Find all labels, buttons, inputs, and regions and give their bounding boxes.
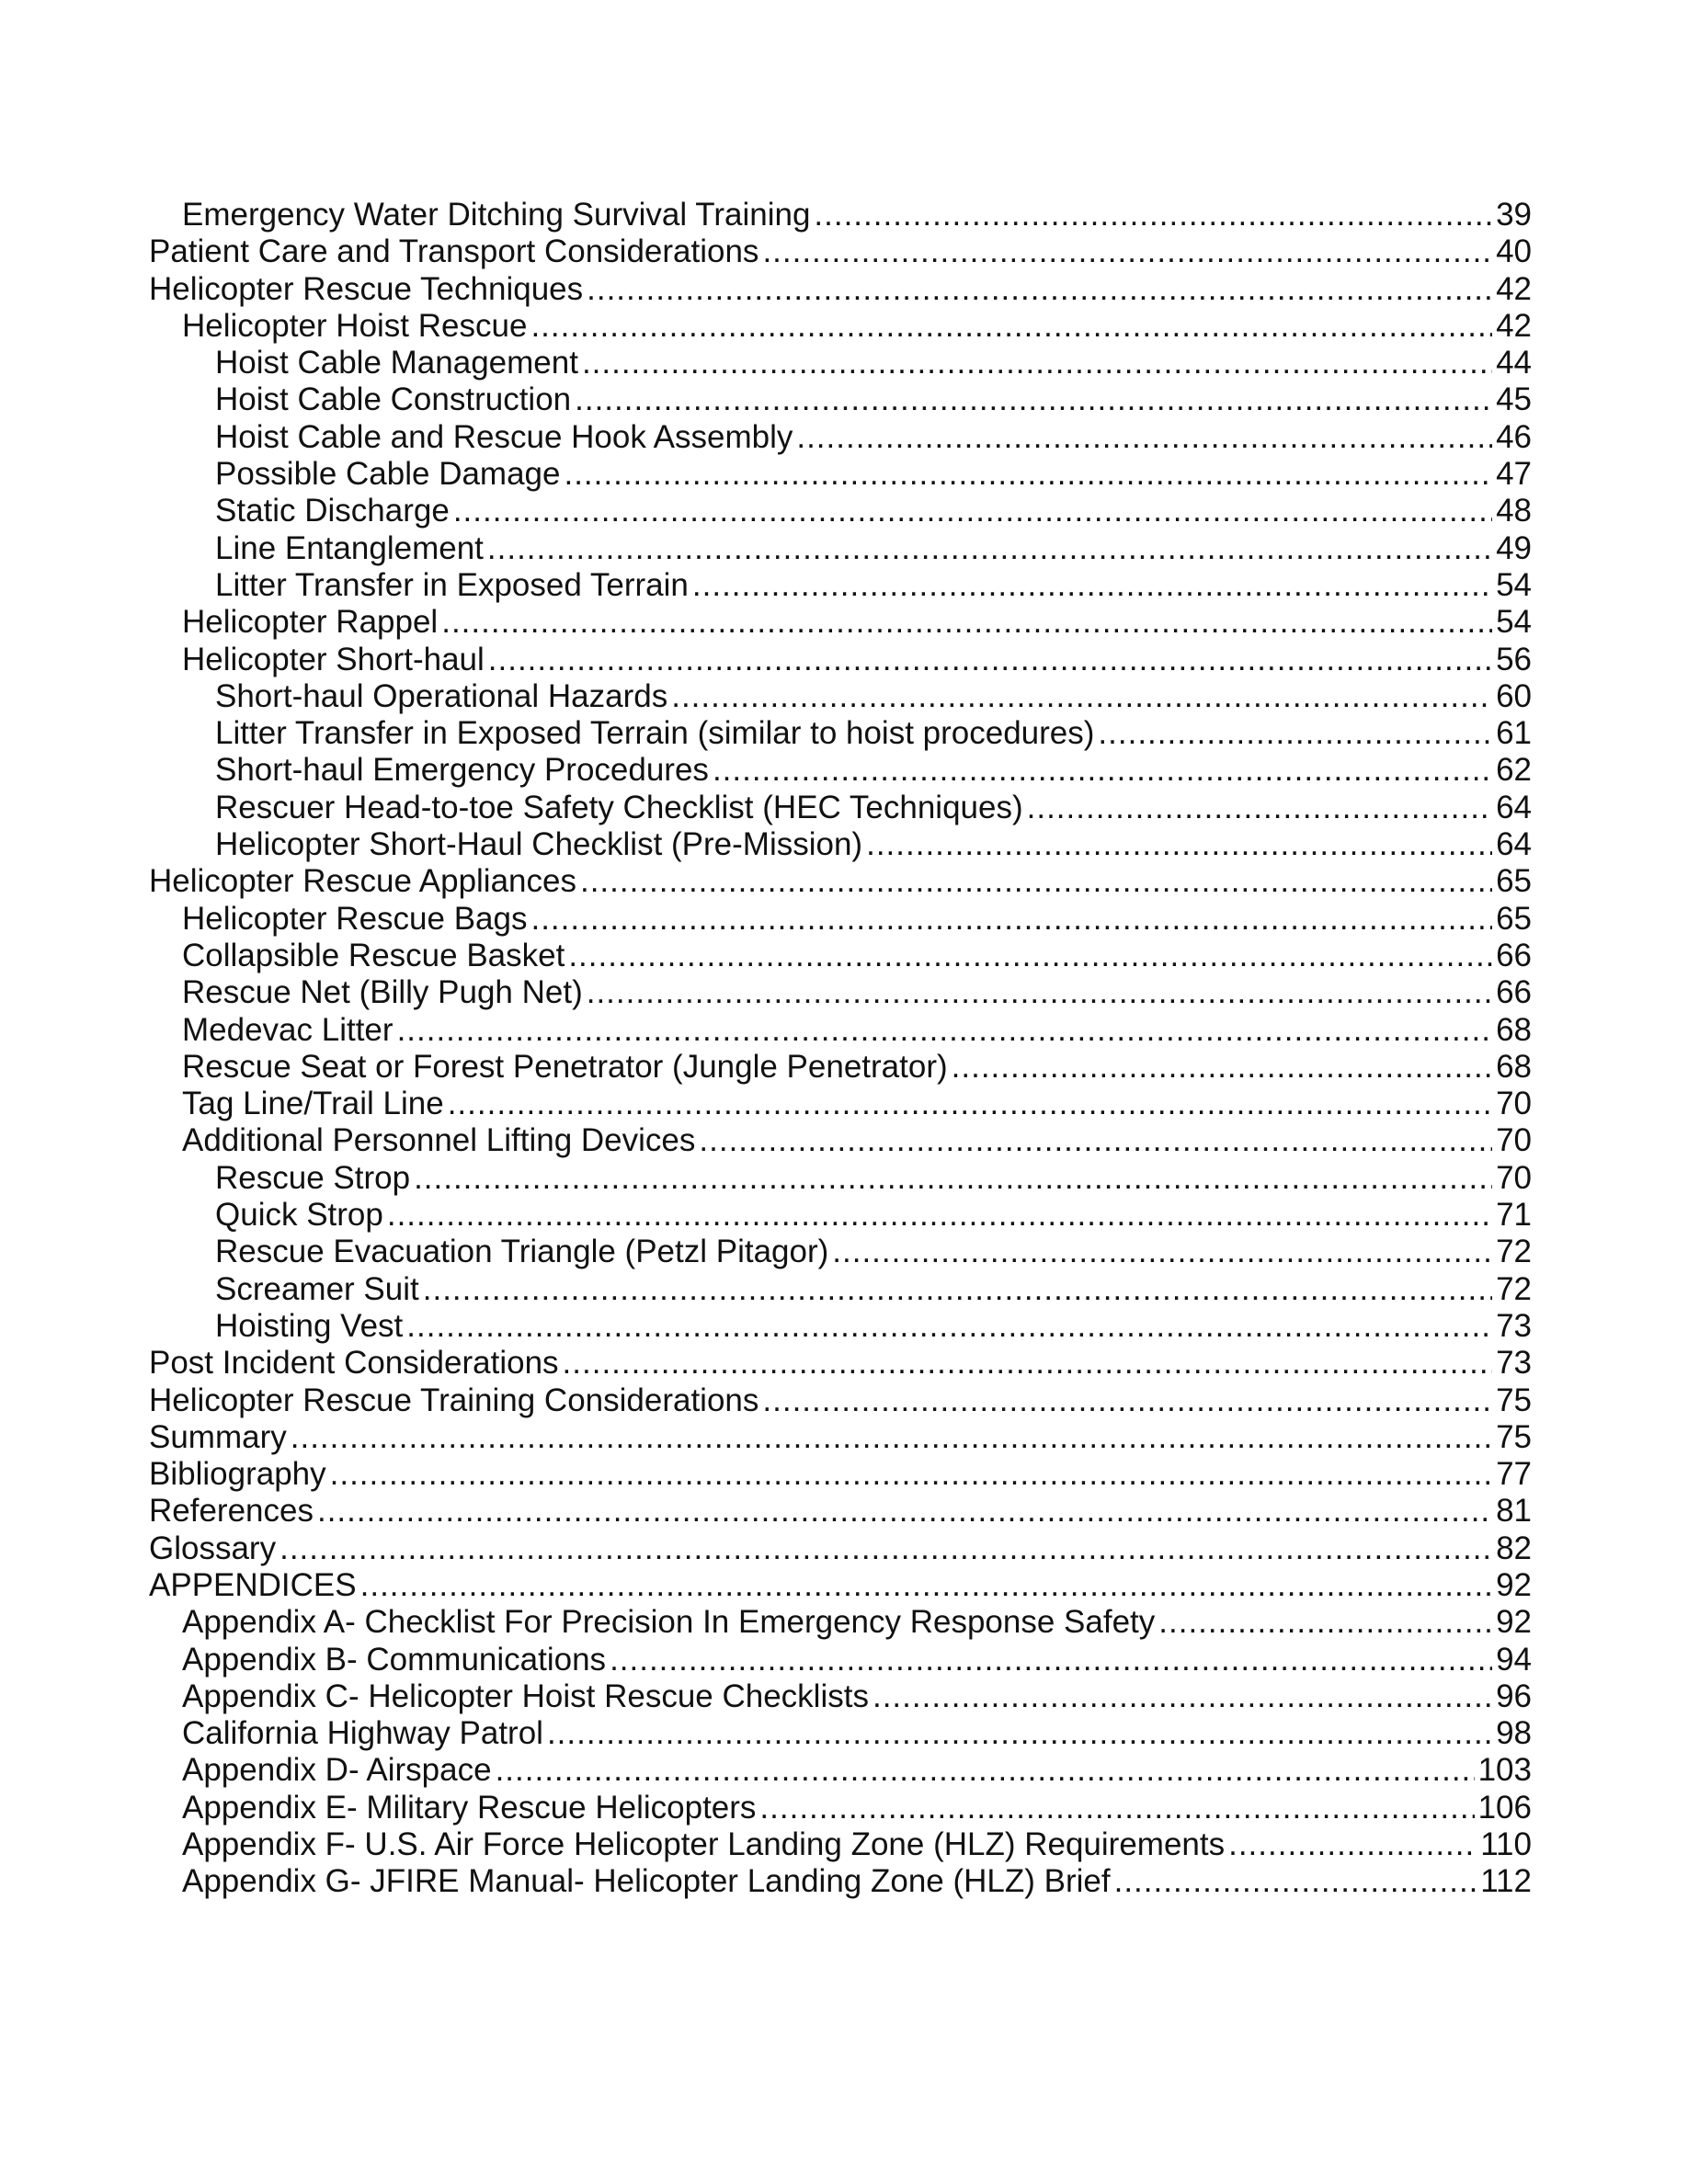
toc-entry[interactable] — [149, 752, 1532, 789]
toc-page-number: 81 — [1496, 1493, 1532, 1530]
toc-page-number: 54 — [1496, 566, 1532, 603]
toc-entry[interactable] — [149, 1456, 1532, 1493]
toc-page-number: 60 — [1496, 677, 1532, 714]
toc-entry-title: APPENDICES — [149, 1566, 357, 1603]
toc-entry-title: Glossary — [149, 1530, 277, 1566]
toc-page-number: 56 — [1496, 641, 1532, 677]
toc-dot-leader — [1027, 790, 1492, 826]
toc-dot-leader — [671, 678, 1492, 715]
toc-dot-leader — [1158, 1604, 1492, 1641]
toc-dot-leader — [814, 197, 1492, 233]
toc-page-number: 42 — [1496, 270, 1532, 307]
toc-entry-title: Helicopter Rescue Training Considerations — [149, 1382, 759, 1418]
toc-entry[interactable] — [149, 901, 1532, 938]
toc-dot-leader — [580, 863, 1492, 900]
toc-dot-leader — [575, 381, 1492, 418]
toc-entry-title: Appendix E- Military Rescue Helicopters — [182, 1789, 757, 1826]
toc-dot-leader — [610, 1642, 1492, 1678]
toc-page-number: 94 — [1496, 1641, 1532, 1678]
toc-dot-leader — [1114, 1863, 1477, 1900]
toc-entry-title: Helicopter Short-haul — [182, 641, 485, 677]
toc-page-number: 68 — [1496, 1011, 1532, 1048]
toc-entry[interactable] — [149, 1197, 1532, 1234]
toc-entry-title: Line Entanglement — [215, 529, 484, 566]
toc-entry[interactable] — [149, 233, 1532, 270]
toc-dot-leader — [441, 604, 1492, 641]
toc-dot-leader — [406, 1308, 1492, 1345]
toc-entry-title: Helicopter Hoist Rescue — [182, 307, 528, 344]
toc-dot-leader — [952, 1049, 1492, 1086]
toc-dot-leader — [387, 1197, 1492, 1234]
toc-dot-leader — [692, 567, 1492, 604]
toc-entry-title: Helicopter Rappel — [182, 604, 439, 641]
toc-page-number: 65 — [1496, 863, 1532, 900]
toc-entry-title: Tag Line/Trail Line — [182, 1086, 444, 1122]
toc-dot-leader — [587, 974, 1492, 1011]
toc-dot-leader — [796, 419, 1492, 456]
toc-entry[interactable] — [149, 1419, 1532, 1456]
toc-page-number: 82 — [1496, 1530, 1532, 1566]
toc-entry[interactable] — [149, 938, 1532, 974]
toc-page-number: 70 — [1496, 1122, 1532, 1159]
toc-page-number: 64 — [1496, 826, 1532, 863]
toc-entry-title: Appendix B- Communications — [182, 1641, 607, 1678]
toc-entry-title: Medevac Litter — [182, 1011, 393, 1048]
toc-entry-title: Helicopter Rescue Bags — [182, 900, 528, 937]
toc-entry[interactable] — [149, 790, 1532, 826]
toc-dot-leader — [279, 1530, 1492, 1567]
toc-dot-leader — [713, 752, 1492, 789]
toc-dot-leader — [873, 1678, 1492, 1715]
toc-entry-title: Hoist Cable Construction — [215, 381, 572, 418]
toc-page-number: 42 — [1496, 307, 1532, 344]
toc-entry[interactable] — [149, 1049, 1532, 1086]
toc-dot-leader — [423, 1271, 1492, 1308]
toc-entry-title: Additional Personnel Lifting Devices — [182, 1122, 696, 1159]
toc-page-number: 92 — [1496, 1604, 1532, 1641]
toc-entry[interactable] — [149, 1826, 1532, 1863]
toc-entry[interactable] — [149, 642, 1532, 678]
toc-entry-title: Litter Transfer in Exposed Terrain — [215, 566, 689, 603]
toc-entry-title: Short-haul Emergency Procedures — [215, 752, 709, 789]
toc-page-number: 73 — [1496, 1307, 1532, 1344]
toc-page-number: 96 — [1496, 1678, 1532, 1714]
toc-dot-leader — [563, 1345, 1493, 1382]
toc-dot-leader — [487, 530, 1492, 567]
toc-entry[interactable] — [149, 1122, 1532, 1159]
toc-entry[interactable] — [149, 419, 1532, 456]
toc-entry-title: Rescuer Head-to-toe Safety Checklist (HEC Techniques) — [215, 789, 1023, 825]
toc-entry-title: Litter Transfer in Exposed Terrain (similar to hoist procedures) — [215, 715, 1095, 752]
toc-entry[interactable] — [149, 1863, 1532, 1900]
toc-entry-title: Helicopter Rescue Appliances — [149, 863, 576, 900]
toc-entry[interactable] — [149, 1160, 1532, 1197]
toc-entry-title: Hoisting Vest — [215, 1307, 404, 1344]
toc-page-number: 112 — [1480, 1863, 1532, 1900]
toc-entry-title: Helicopter Rescue Techniques — [149, 270, 584, 307]
toc-page-number: 72 — [1496, 1270, 1532, 1307]
toc-entry-title: Possible Cable Damage — [215, 456, 561, 493]
toc-entry-title: California Highway Patrol — [182, 1715, 543, 1752]
toc-entry[interactable] — [149, 308, 1532, 345]
toc-entry[interactable] — [149, 974, 1532, 1011]
toc-page-number: 48 — [1496, 493, 1532, 529]
toc-page-number: 47 — [1496, 456, 1532, 493]
toc-entry[interactable] — [149, 715, 1532, 752]
toc-entry-title: Rescue Net (Billy Pugh Net) — [182, 974, 583, 1011]
toc-page-number: 68 — [1496, 1048, 1532, 1085]
toc-page-number: 70 — [1496, 1159, 1532, 1196]
toc-dot-leader — [496, 1752, 1475, 1789]
toc-page-number: 49 — [1496, 529, 1532, 566]
toc-entry-title: References — [149, 1493, 314, 1530]
toc-dot-leader — [414, 1160, 1492, 1197]
toc-dot-leader — [832, 1234, 1492, 1270]
toc-entry-title: Static Discharge — [215, 493, 450, 529]
toc-page-number: 73 — [1496, 1345, 1532, 1382]
toc-entry[interactable] — [149, 381, 1532, 418]
toc-page-number: 72 — [1496, 1234, 1532, 1270]
toc-entry[interactable] — [149, 1790, 1532, 1826]
toc-entry-title: Appendix F- U.S. Air Force Helicopter Landing Zone (HLZ) Requirements — [182, 1826, 1226, 1863]
toc-dot-leader — [317, 1493, 1492, 1530]
toc-entry[interactable] — [149, 197, 1532, 233]
toc-entry[interactable] — [149, 345, 1532, 381]
toc-dot-leader — [397, 1012, 1493, 1049]
toc-page-number: 92 — [1496, 1566, 1532, 1603]
toc-dot-leader — [291, 1419, 1492, 1456]
toc-dot-leader — [453, 493, 1492, 529]
toc-page-number: 71 — [1496, 1197, 1532, 1234]
toc-page-number: 103 — [1477, 1752, 1532, 1789]
toc-entry[interactable] — [149, 1308, 1532, 1345]
toc-page-number: 75 — [1496, 1418, 1532, 1455]
toc-entry[interactable] — [149, 1086, 1532, 1122]
toc-page-number: 46 — [1496, 418, 1532, 455]
toc-dot-leader — [582, 345, 1492, 381]
toc-dot-leader — [530, 308, 1492, 345]
toc-entry-title: Screamer Suit — [215, 1270, 419, 1307]
toc-entry-title: Hoist Cable and Rescue Hook Assembly — [215, 418, 793, 455]
toc-entry[interactable] — [149, 678, 1532, 715]
toc-dot-leader — [488, 642, 1492, 678]
toc-entry[interactable] — [149, 530, 1532, 567]
toc-entry[interactable] — [149, 1345, 1532, 1382]
toc-page-number: 66 — [1496, 937, 1532, 973]
toc-entry-title: Patient Care and Transport Considerations — [149, 233, 759, 270]
toc-entry-title: Appendix A- Checklist For Precision In Emergency Response Safety — [182, 1604, 1156, 1641]
toc-page-number: 54 — [1496, 604, 1532, 641]
toc-dot-leader — [587, 271, 1492, 308]
toc-dot-leader — [330, 1456, 1492, 1493]
toc-entry[interactable] — [149, 1234, 1532, 1270]
toc-entry-title: Collapsible Rescue Basket — [182, 937, 565, 973]
toc-dot-leader — [448, 1086, 1492, 1122]
toc-entry[interactable] — [149, 1604, 1532, 1641]
toc-entry[interactable] — [149, 1012, 1532, 1049]
toc-entry[interactable] — [149, 1530, 1532, 1567]
toc-dot-leader — [759, 1790, 1474, 1826]
toc-entry-title: Short-haul Operational Hazards — [215, 677, 668, 714]
toc-entry[interactable] — [149, 1678, 1532, 1715]
toc-entry[interactable] — [149, 1642, 1532, 1678]
toc-entry-title: Hoist Cable Management — [215, 345, 578, 381]
toc-page-number: 65 — [1496, 900, 1532, 937]
toc-entry[interactable] — [149, 826, 1532, 863]
toc-entry-title: Appendix D- Airspace — [182, 1752, 492, 1789]
toc-entry[interactable] — [149, 1493, 1532, 1530]
toc-entry[interactable] — [149, 1715, 1532, 1752]
toc-dot-leader — [699, 1122, 1492, 1159]
toc-page-number: 40 — [1496, 233, 1532, 270]
toc-dot-leader — [1098, 715, 1492, 752]
toc-entry[interactable] — [149, 1382, 1532, 1419]
toc-dot-leader — [564, 456, 1492, 493]
toc-entry-title: Appendix G- JFIRE Manual- Helicopter Landing Zone (HLZ) Brief — [182, 1863, 1111, 1900]
toc-entry-title: Summary — [149, 1418, 287, 1455]
toc-dot-leader — [762, 233, 1492, 270]
toc-page-number: 75 — [1496, 1382, 1532, 1418]
toc-page-number: 62 — [1496, 752, 1532, 789]
toc-entry[interactable] — [149, 604, 1532, 641]
toc-page-number: 70 — [1496, 1086, 1532, 1122]
toc-entry-title: Appendix C- Helicopter Hoist Rescue Checklists — [182, 1678, 869, 1714]
toc-dot-leader — [762, 1382, 1492, 1419]
toc-page-number: 110 — [1480, 1826, 1532, 1863]
toc-page-number: 44 — [1496, 345, 1532, 381]
toc-entry[interactable] — [149, 1271, 1532, 1308]
toc-entry[interactable] — [149, 271, 1532, 308]
toc-page-number: 64 — [1496, 789, 1532, 825]
toc-entry-title: Post Incident Considerations — [149, 1345, 559, 1382]
toc-page-number: 98 — [1496, 1715, 1532, 1752]
toc-entry[interactable] — [149, 1752, 1532, 1789]
toc-entry-title: Helicopter Short-Haul Checklist (Pre-Mission) — [215, 826, 863, 863]
toc-entry-title: Quick Strop — [215, 1197, 383, 1234]
toc-entry[interactable] — [149, 1567, 1532, 1604]
toc-entry[interactable] — [149, 493, 1532, 529]
toc-dot-leader — [866, 826, 1492, 863]
toc-entry-title: Bibliography — [149, 1456, 326, 1493]
toc-entry[interactable] — [149, 456, 1532, 493]
toc-entry-title: Rescue Strop — [215, 1159, 411, 1196]
toc-entry[interactable] — [149, 567, 1532, 604]
toc-dot-leader — [360, 1567, 1492, 1604]
toc-page-number: 66 — [1496, 974, 1532, 1011]
toc-entry-title: Rescue Evacuation Triangle (Petzl Pitagor) — [215, 1234, 829, 1270]
toc-dot-leader — [568, 938, 1492, 974]
toc-page-number: 39 — [1496, 197, 1532, 233]
toc-entry[interactable] — [149, 863, 1532, 900]
toc-page-number: 45 — [1496, 381, 1532, 418]
toc-dot-leader — [1228, 1826, 1477, 1863]
toc-dot-leader — [547, 1715, 1492, 1752]
toc-page-number: 106 — [1477, 1789, 1532, 1826]
table-of-contents — [149, 197, 1532, 1901]
toc-dot-leader — [530, 901, 1492, 938]
toc-entry-title: Emergency Water Ditching Survival Training — [182, 197, 811, 233]
toc-page-number: 77 — [1496, 1456, 1532, 1493]
toc-entry-title: Rescue Seat or Forest Penetrator (Jungle Penetrator) — [182, 1048, 948, 1085]
toc-page-number: 61 — [1496, 715, 1532, 752]
